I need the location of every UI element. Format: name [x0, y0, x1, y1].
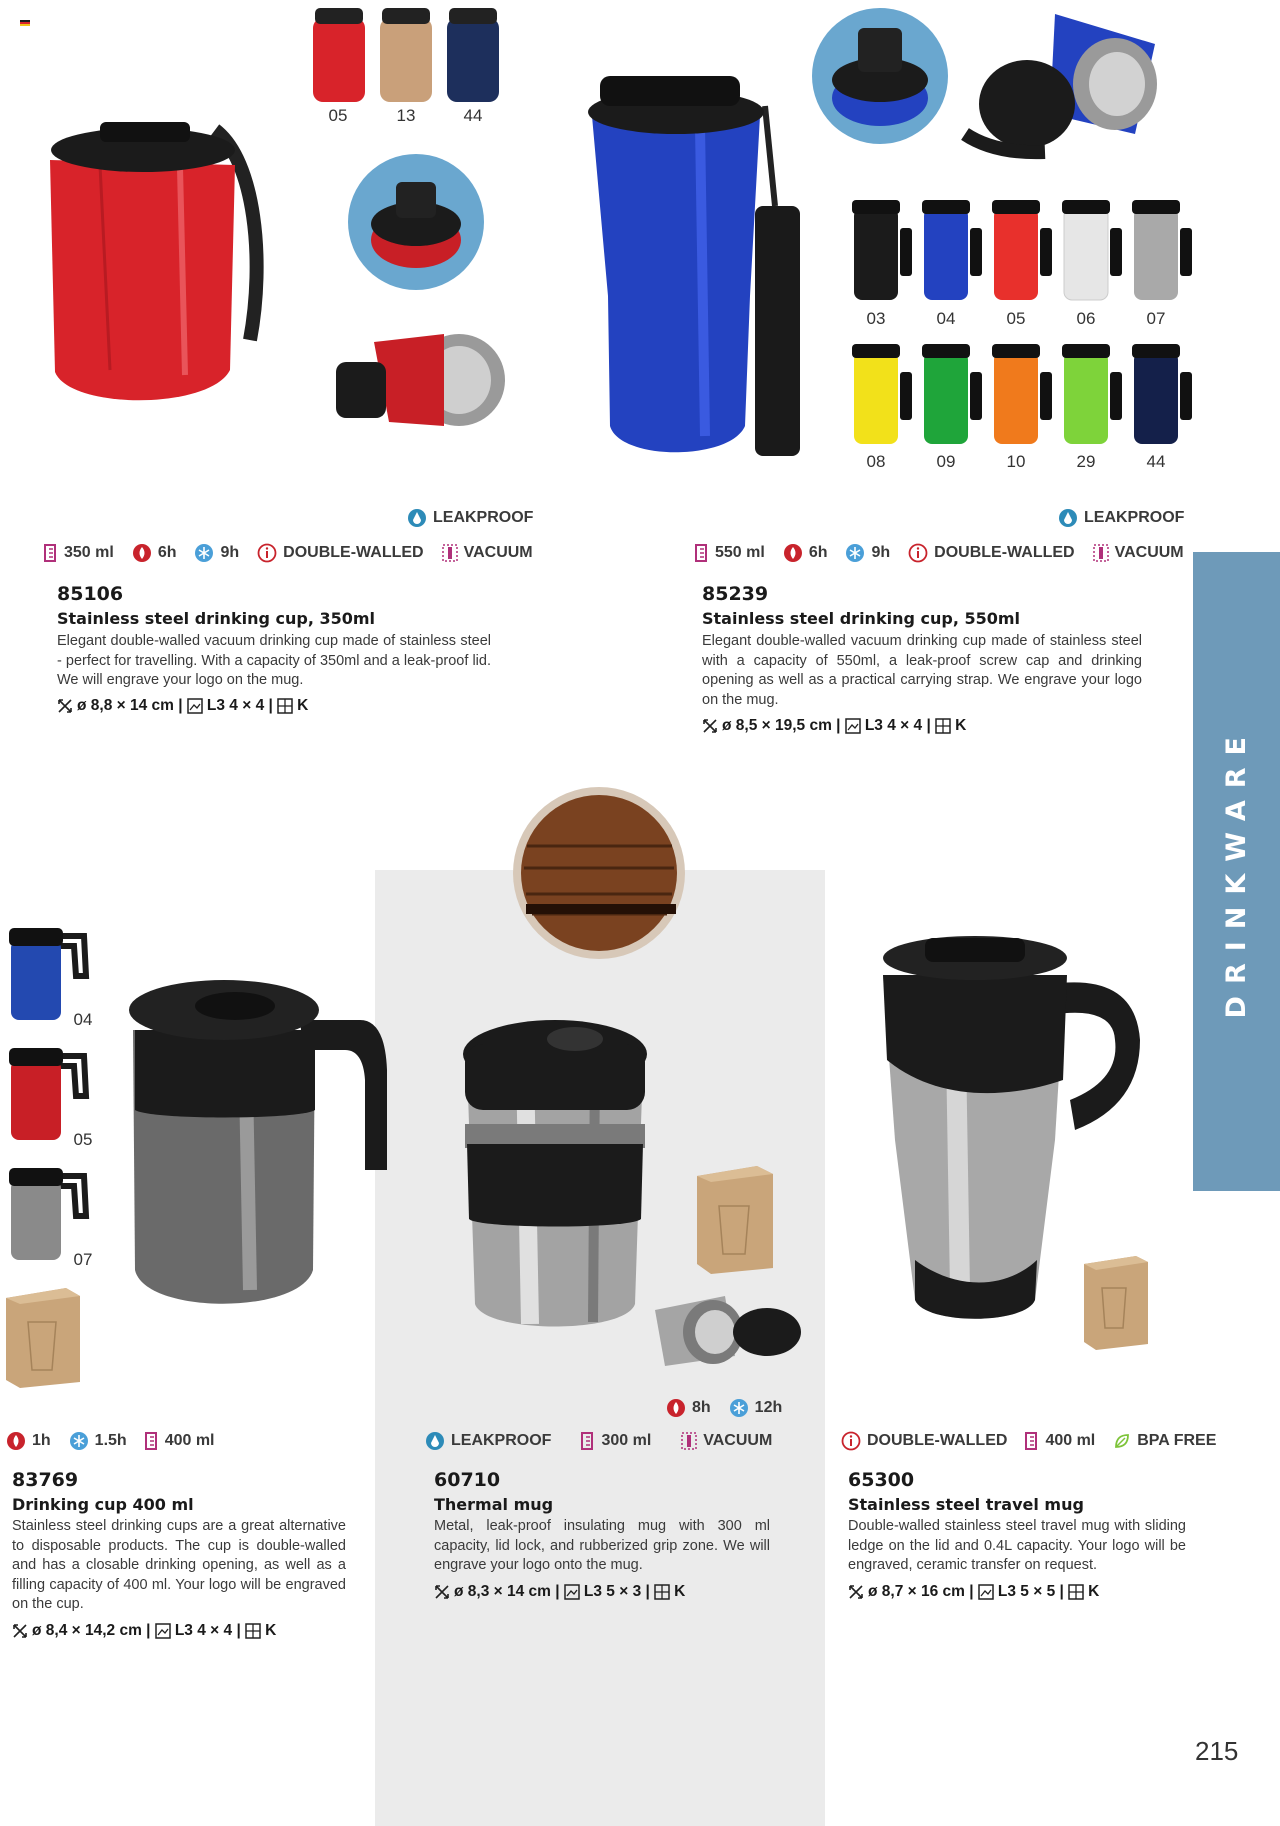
product-spec: ø 8,5 × 19,5 cm | L3 4 × 4 | K: [702, 717, 966, 735]
leakproof-badge: LEAKPROOF: [1058, 508, 1184, 528]
packaging-icon: [245, 1623, 261, 1639]
capacity-icon: [1025, 1432, 1039, 1450]
print-area-icon: [978, 1584, 994, 1600]
product-description: Elegant double-walled vacuum drinking cup made of stainless steel - perfect for travelling. With a capacity of 350ml and a leak-proof lid. We will engrave your logo on the mug.: [57, 633, 491, 688]
color-code: 09: [936, 452, 956, 471]
product-code: 60710: [434, 1469, 501, 1491]
color-code: 07: [73, 1250, 93, 1269]
info-icon: [908, 543, 928, 563]
color-code: 07: [1146, 309, 1166, 328]
category-side-tab-label: DRINKWARE: [1221, 724, 1252, 1019]
product-60710-main-image: [455, 1004, 655, 1334]
product-code: 85239: [702, 583, 769, 605]
print-area-icon: [564, 1584, 580, 1600]
bpa-free-leaf-icon: [1113, 1432, 1131, 1450]
color-code: 03: [866, 309, 886, 328]
color-code: 04: [73, 1010, 93, 1029]
product-85106-main-image: [40, 110, 280, 420]
product-65300-gift-box-image: [1082, 1254, 1152, 1350]
color-code: 29: [1076, 452, 1096, 471]
product-code: 85106: [57, 583, 124, 605]
product-65300-attributes: DOUBLE-WALLED 400 ml BPA FREE: [841, 1431, 1216, 1451]
leakproof-icon: [425, 1431, 445, 1451]
product-83769-main-image: [125, 970, 400, 1320]
hot-duration-icon: [132, 543, 152, 563]
product-spec: ø 8,3 × 14 cm | L3 5 × 3 | K: [434, 1583, 685, 1601]
print-area-icon: [187, 698, 203, 714]
language-flag-icon[interactable]: [20, 20, 30, 26]
product-title: Drinking cup 400 ml: [12, 1495, 194, 1514]
product-60710-duration-attributes: 8h 12h: [666, 1398, 782, 1418]
print-area-icon: [155, 1623, 171, 1639]
product-60710-attributes: LEAKPROOF 300 ml VACUUM: [425, 1431, 772, 1451]
product-85106-open-image: [334, 322, 514, 442]
product-60710-gift-box-image: [695, 1164, 777, 1274]
hot-duration-icon: [783, 543, 803, 563]
color-code: 13: [396, 106, 416, 125]
product-title: Stainless steel travel mug: [848, 1495, 1084, 1514]
color-code: 06: [1076, 309, 1096, 328]
product-85106-color-swatches: [310, 6, 506, 104]
packaging-icon: [1068, 1584, 1084, 1600]
product-85239-open-image: [955, 4, 1195, 169]
product-83769-gift-box-image: [4, 1286, 84, 1390]
cold-duration-icon: [729, 1398, 749, 1418]
color-code: 05: [73, 1130, 93, 1149]
product-title: Stainless steel drinking cup, 550ml: [702, 609, 1021, 628]
hot-duration-icon: [6, 1431, 26, 1451]
product-description: Double-walled stainless steel travel mug with sliding ledge on the lid and 0.4L capacity. Your logo will be engraved, ceramic transfer on request.: [848, 1518, 1186, 1573]
color-code: 04: [936, 309, 956, 328]
product-description: Stainless steel drinking cups are a great alternative to disposable products. The cup is double-walled and has a closable drinking opening, as well as a filling capacity of 400 ml. Your logo will be engraved on the cup.: [12, 1518, 346, 1612]
product-83769-attributes: 1h 1.5h 400 ml: [6, 1431, 215, 1451]
hot-duration-icon: [666, 1398, 686, 1418]
color-code: 44: [463, 106, 483, 125]
vacuum-icon: [1093, 544, 1109, 562]
product-85239-attributes: 550 ml 6h 9h DOUBLE-WALLED VACUUM: [695, 543, 1184, 563]
capacity-icon: [581, 1432, 595, 1450]
product-85106-attributes: 350 ml 6h 9h DOUBLE-WALLED VACUUM: [44, 543, 533, 563]
page-number: 215: [1195, 1736, 1239, 1766]
product-spec: ø 8,4 × 14,2 cm | L3 4 × 4 | K: [12, 1622, 276, 1640]
color-code: 08: [866, 452, 886, 471]
dimensions-icon: [702, 718, 718, 734]
product-85239-lid-detail-image: [810, 6, 950, 146]
color-code: 44: [1146, 452, 1166, 471]
product-85106-lid-detail-image: [346, 152, 486, 292]
info-icon: [257, 543, 277, 563]
capacity-icon: [44, 544, 58, 562]
capacity-icon: [695, 544, 709, 562]
packaging-icon: [654, 1584, 670, 1600]
product-spec: ø 8,8 × 14 cm | L3 4 × 4 | K: [57, 697, 308, 715]
product-60710-open-image: [645, 1290, 805, 1370]
color-code: 05: [328, 106, 348, 125]
capacity-icon: [145, 1432, 159, 1450]
product-85239-color-swatches-row1: [850, 198, 1200, 306]
product-85239-main-image: [580, 66, 820, 466]
dimensions-icon: [434, 1584, 450, 1600]
color-code: 05: [1006, 309, 1026, 328]
product-description: Metal, leak-proof insulating mug with 300 ml capacity, lid lock, and rubberized grip zone. We will engrave your logo onto the mug.: [434, 1518, 770, 1573]
leakproof-icon: [407, 508, 427, 528]
dimensions-icon: [57, 698, 73, 714]
leakproof-badge: LEAKPROOF: [407, 508, 533, 528]
product-code: 83769: [12, 1469, 79, 1491]
color-code: 10: [1006, 452, 1026, 471]
product-85239-color-swatches-row2: [850, 342, 1200, 450]
cold-duration-icon: [69, 1431, 89, 1451]
dimensions-icon: [848, 1584, 864, 1600]
vacuum-icon: [442, 544, 458, 562]
product-code: 65300: [848, 1469, 915, 1491]
leakproof-icon: [1058, 508, 1078, 528]
info-icon: [841, 1431, 861, 1451]
product-title: Stainless steel drinking cup, 350ml: [57, 609, 376, 628]
vacuum-icon: [681, 1432, 697, 1450]
packaging-icon: [277, 698, 293, 714]
print-area-icon: [845, 718, 861, 734]
product-description: Elegant double-walled vacuum drinking cup made of stainless steel with a capacity of 550ml, a leak-proof screw cap and drinking opening as well as a practical carrying strap. We engrave your logo on the mug.: [702, 633, 1142, 708]
cold-duration-icon: [845, 543, 865, 563]
product-title: Thermal mug: [434, 1495, 554, 1514]
dimensions-icon: [12, 1623, 28, 1639]
packaging-icon: [935, 718, 951, 734]
product-spec: ø 8,7 × 16 cm | L3 5 × 5 | K: [848, 1583, 1099, 1601]
cold-duration-icon: [194, 543, 214, 563]
product-60710-bamboo-lid-image: [512, 786, 686, 960]
